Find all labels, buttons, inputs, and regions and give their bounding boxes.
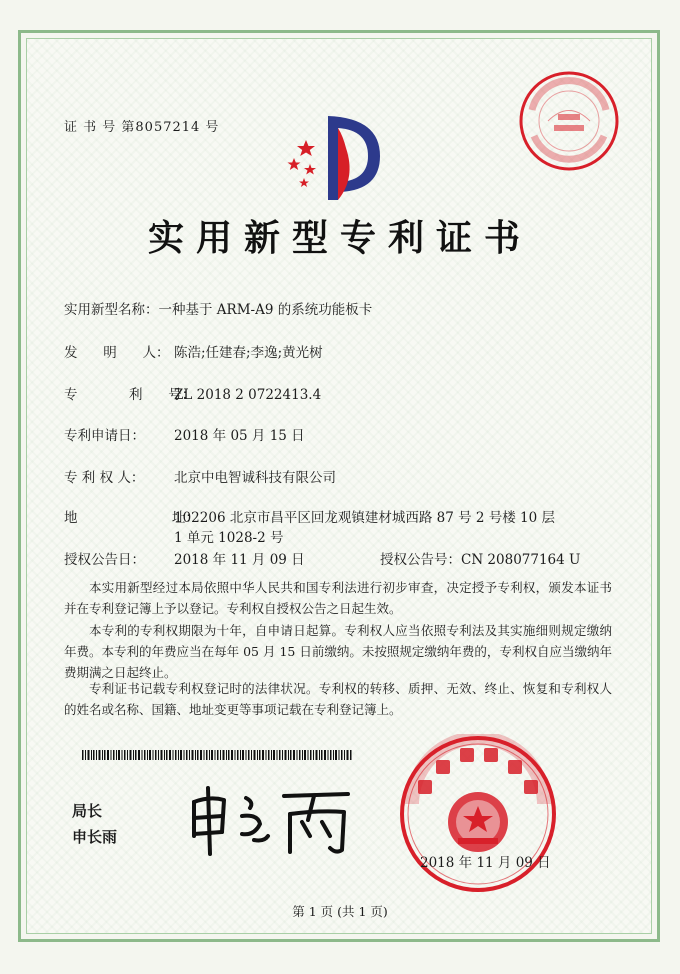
inventors-value: 陈浩;任建春;李逸;黄光树	[174, 345, 323, 361]
application-date-row	[64, 424, 305, 444]
patentee-value: 北京中电智诚科技有限公司	[174, 470, 336, 486]
utility-model-name-label: 实用新型名称：	[64, 302, 159, 318]
inventors-label: 发 明 人：	[64, 345, 170, 361]
grant-number-label: 授权公告号：	[380, 552, 461, 568]
page-number: 第 1 页 (共 1 页)	[292, 904, 388, 919]
inventors-row	[64, 341, 323, 361]
address-value-line1: 102206 北京市昌平区回龙观镇建材城西路 87 号 2 号楼 10 层	[174, 510, 556, 526]
patent-number-label: 专 利 号：	[64, 387, 196, 403]
body-paragraph-2: 本专利的专利权期限为十年，自申请日起算。专利权人应当依照专利法及其实施细则规定缴纳年费。本专利的年费应当在每年 05 月 15 日前缴纳。未按照规定缴纳年费的，专利权自应当缴纳年费期满之日起终止。	[64, 623, 612, 680]
patent-number-row	[64, 383, 321, 403]
utility-model-name-value: 一种基于 ARM-A9 的系统功能板卡	[158, 302, 373, 318]
address-value-line2: 1 单元 1028-2 号	[174, 530, 284, 546]
director-name: 申长雨	[72, 828, 118, 846]
certificate-number: 证 书 号 第8057214 号	[64, 120, 220, 135]
director-title: 局长	[72, 802, 103, 820]
tax-stamp-seal	[518, 70, 620, 172]
handwritten-signature	[180, 780, 360, 860]
seal-date: 2018 年 11 月 09 日	[420, 855, 551, 871]
grant-date-value: 2018 年 11 月 09 日	[174, 552, 305, 568]
grant-number-value: CN 208077164 U	[461, 552, 581, 568]
grant-announcement-number-row	[380, 548, 580, 568]
grant-announcement-date-row	[64, 548, 305, 568]
utility-model-name-row	[64, 298, 372, 318]
address-label: 地 址：	[64, 510, 199, 526]
patent-number-value: ZL 2018 2 0722413.4	[174, 387, 322, 403]
address-row	[64, 506, 555, 526]
application-date-value: 2018 年 05 月 15 日	[174, 428, 305, 444]
patentee-row	[64, 466, 336, 486]
body-paragraph-3: 专利证书记载专利权登记时的法律状况。专利权的转移、质押、无效、终止、恢复和专利权人的姓名或名称、国籍、地址变更等事项记载在专利登记簿上。	[64, 681, 612, 717]
grant-date-label: 授权公告日：	[64, 552, 145, 568]
barcode	[82, 750, 352, 760]
patentee-label: 专 利 权 人：	[64, 470, 145, 486]
certificate-title: 实用新型专利证书	[147, 217, 532, 259]
application-date-label: 专利申请日：	[64, 428, 145, 444]
body-paragraph-1: 本实用新型经过本局依照中华人民共和国专利法进行初步审查，决定授予专利权，颁发本证书并在专利登记簿上予以登记。专利权自授权公告之日起生效。	[64, 580, 612, 616]
patent-office-emblem	[276, 108, 406, 208]
